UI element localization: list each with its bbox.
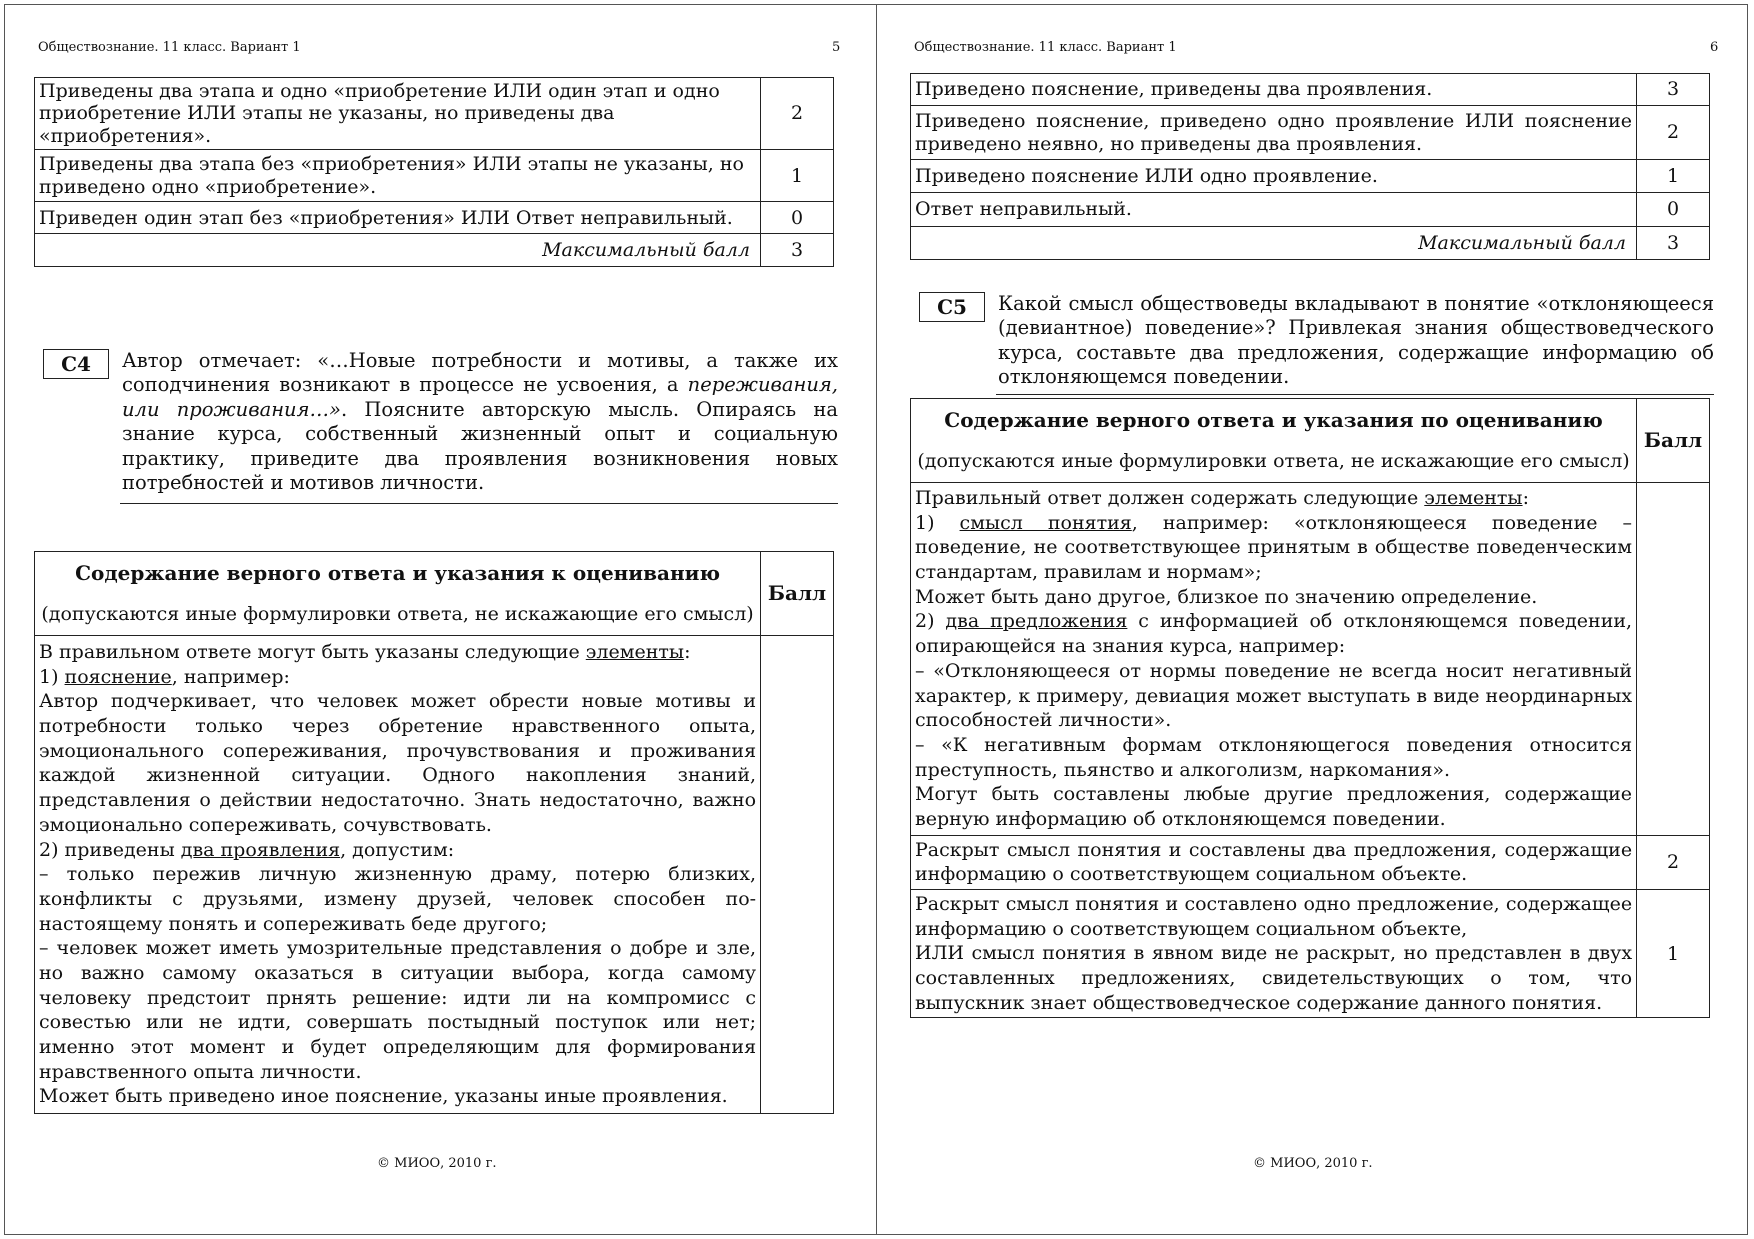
table-row <box>35 150 834 202</box>
criterion-text: Ответ неправильный. <box>911 193 1637 227</box>
answer-paragraph: Может быть приведено иное пояснение, указаны иные проявления. <box>39 1085 728 1108</box>
table-row <box>911 74 1710 106</box>
table-row <box>35 636 834 1114</box>
answer-paragraph: Могут быть составлены любые другие предложения, содержащие верную информацию об отклоняющемся поведении. <box>915 783 1633 830</box>
table-row <box>911 835 1710 889</box>
criterion-text: Раскрыт смысл понятия и составлены два предложения, содержащие информацию о соответствующем социальном объекте. <box>911 835 1637 889</box>
table-row <box>911 890 1710 1018</box>
answer-score-cell <box>1637 483 1710 836</box>
answer-paragraph: – только пережив личную жизненную драму, потерю близких, конфликты с друзьями, измену друзей, человек способен по-настоящему понять и сопереживать беде другого; <box>39 863 757 935</box>
criterion-text: Приведено пояснение, приведено одно проявление ИЛИ пояснение приведено неявно, но приведены два проявления. <box>911 106 1637 160</box>
right-header-title: Обществознание. 11 класс. Вариант 1 <box>914 40 1177 55</box>
answer-paragraph: Автор подчеркивает, что человек может обрести новые мотивы и потребности только через обретение нравственного опыта, эмоционального сопереживания, прочувствования и проживания каждой жизненной ситуации. Одного накопления знаний, представления о действии недостаточно. Знать недостаточно, важно эмоционально сопереживать, сочувствовать. <box>39 690 757 836</box>
answer-content: В правильном ответе могут быть указаны следующие элементы: 1) пояснение, например: Автор подчеркивает, что человек может обрести новые мотивы и потребности только через обретение нравственного опыта, эмоционального сопереживания, прочувствования и проживания каждой жизненной ситуации. Одного накопления знаний, представления о действии недостаточно. Знать недостаточно, важно эмоционально сопереживать, сочувствовать. 2) приведены два проявления, допустим: – только пережив личную жизненную драму, потерю близких, конфликты с друзьями, измену друзей, человек способен по-настоящему понять и сопереживать беде другого; – человек может иметь умозрительные представления о добре и зле, но важно самому оказаться в ситуации выбора, когда самому человеку предстоит прнять решение: идти ли на компромисс с совестью или не идти, совершать постыдный поступок или нет; именно этот момент и будет определяющим для формирования нравственного опыта личности. Может быть приведено иное пояснение, указаны иные проявления. <box>35 636 761 1114</box>
criterion-text: Приведены два этапа и одно «приобретение ИЛИ один этап и одно приобретение ИЛИ этапы не указаны, но приведены два «приобретения». <box>35 78 761 150</box>
table-row <box>911 227 1710 260</box>
criterion-score: 2 <box>761 78 834 150</box>
criterion-text: Приведен один этап без «приобретения» ИЛИ Ответ неправильный. <box>35 202 761 234</box>
criterion-score: 2 <box>1637 106 1710 160</box>
answer-header-title: Содержание верного ответа и указания к оцениванию <box>75 560 720 585</box>
table-row <box>911 106 1710 160</box>
criterion-score: 0 <box>761 202 834 234</box>
answer-paragraph: – человек может иметь умозрительные представления о добре и зле, но важно самому оказаться в ситуации выбора, когда самому человеку предстоит прнять решение: идти ли на компромисс с совестью или не идти, совершать постыдный поступок или нет; именно этот момент и будет определяющим для формирования нравственного опыта личности. <box>39 937 757 1083</box>
table-row <box>911 160 1710 193</box>
criterion-text: Раскрыт смысл понятия и составлено одно предложение, содержащее информацию о соответствующем социальном объекте, ИЛИ смысл понятия в явном виде не раскрыт, но представлен в двух составленных предложениях, свидетельствующих о том, что выпускник знает обществоведческое содержание данного понятия. <box>911 890 1637 1018</box>
score-header: Балл <box>1637 399 1710 483</box>
answer-header-cell <box>911 399 1637 483</box>
max-score-label: Максимальный балл <box>35 234 761 267</box>
max-score-value: 3 <box>1637 227 1710 260</box>
answer-header-cell <box>35 552 761 636</box>
criterion-score: 1 <box>1637 890 1710 1018</box>
question-code-badge: С5 <box>919 292 985 322</box>
left-top-score-table <box>34 77 834 267</box>
table-header-row <box>35 552 834 636</box>
answer-header-subtitle: (допускаются иные формулировки ответа, не искажающие его смысл) <box>41 603 754 626</box>
score-header: Балл <box>761 552 834 636</box>
criterion-score: 2 <box>1637 835 1710 889</box>
question-underline <box>120 503 838 504</box>
table-row <box>35 234 834 267</box>
criterion-score: 3 <box>1637 74 1710 106</box>
right-footer: © МИОО, 2010 г. <box>1253 1156 1373 1171</box>
right-page-number: 6 <box>1710 40 1719 55</box>
max-score-label: Максимальный балл <box>911 227 1637 260</box>
criterion-score: 1 <box>761 150 834 202</box>
question-text: Автор отмечает: «…Новые потребности и мотивы, а также их соподчинения возникают в процессе не усвоения, а переживания, или проживания…». Поясните авторскую мысль. Опираясь на знание курса, собственный жизненный опыт и социальную практику, приведите два проявления возникновения новых потребностей и мотивов личности. <box>122 349 838 494</box>
table-header-row <box>911 399 1710 483</box>
right-page <box>877 0 1754 1239</box>
left-header-title: Обществознание. 11 класс. Вариант 1 <box>38 40 301 55</box>
answer-paragraph: – «К негативным формам отклоняющегося поведения относится преступность, пьянство и алкоголизм, наркомания». <box>915 733 1633 781</box>
question-code-badge: С4 <box>43 349 109 379</box>
left-footer: © МИОО, 2010 г. <box>377 1156 497 1171</box>
question-text: Какой смысл обществоведы вкладывают в понятие «отклоняющееся (девиантное) поведение»? Привлекая знания обществоведческого курса, составьте два предложения, содержащие информацию об отклоняющемся поведении. <box>998 292 1714 389</box>
criterion-text: Приведено пояснение ИЛИ одно проявление. <box>911 160 1637 193</box>
criterion-text: Приведено пояснение, приведены два проявления. <box>911 74 1637 106</box>
criterion-text: Приведены два этапа без «приобретения» ИЛИ этапы не указаны, но приведено одно «приобретение». <box>35 150 761 202</box>
max-score-value: 3 <box>761 234 834 267</box>
answer-paragraph: Может быть дано другое, близкое по значению определение. <box>915 585 1538 608</box>
right-top-score-table <box>910 73 1710 260</box>
right-answer-table <box>910 398 1710 1018</box>
answer-header-title: Содержание верного ответа и указания по оцениванию <box>944 407 1603 432</box>
criterion-score: 0 <box>1637 193 1710 227</box>
table-row <box>35 202 834 234</box>
table-row <box>35 78 834 150</box>
table-row <box>911 483 1710 836</box>
criterion-score: 1 <box>1637 160 1710 193</box>
question-underline <box>996 394 1714 395</box>
answer-paragraph: – «Отклоняющееся от нормы поведение не всегда носит негативный характер, к примеру, девиация может выступать в виде неординарных способностей личности». <box>915 659 1633 732</box>
left-answer-table <box>34 551 834 1114</box>
table-row <box>911 193 1710 227</box>
answer-score-cell <box>761 636 834 1114</box>
left-page-number: 5 <box>832 40 841 55</box>
question-italic: переживания, или проживания…» <box>122 373 838 421</box>
answer-content: Правильный ответ должен содержать следующие элементы: 1) смысл понятия, например: «отклоняющееся поведение – поведение, не соответствующее принятым в обществе поведенческим стандартам, правилам и нормам»; Может быть дано другое, близкое по значению определение. 2) два предложения с информацией об отклоняющемся поведении, опирающейся на знания курса, например: – «Отклоняющееся от нормы поведение не всегда носит негативный характер, к примеру, девиация может выступать в виде неординарных способностей личности». – «К негативным формам отклоняющегося поведения относится преступность, пьянство и алкоголизм, наркомания». Могут быть составлены любые другие предложения, содержащие верную информацию об отклоняющемся поведении. <box>911 483 1637 836</box>
answer-header-subtitle: (допускаются иные формулировки ответа, не искажающие его смысл) <box>917 450 1630 473</box>
